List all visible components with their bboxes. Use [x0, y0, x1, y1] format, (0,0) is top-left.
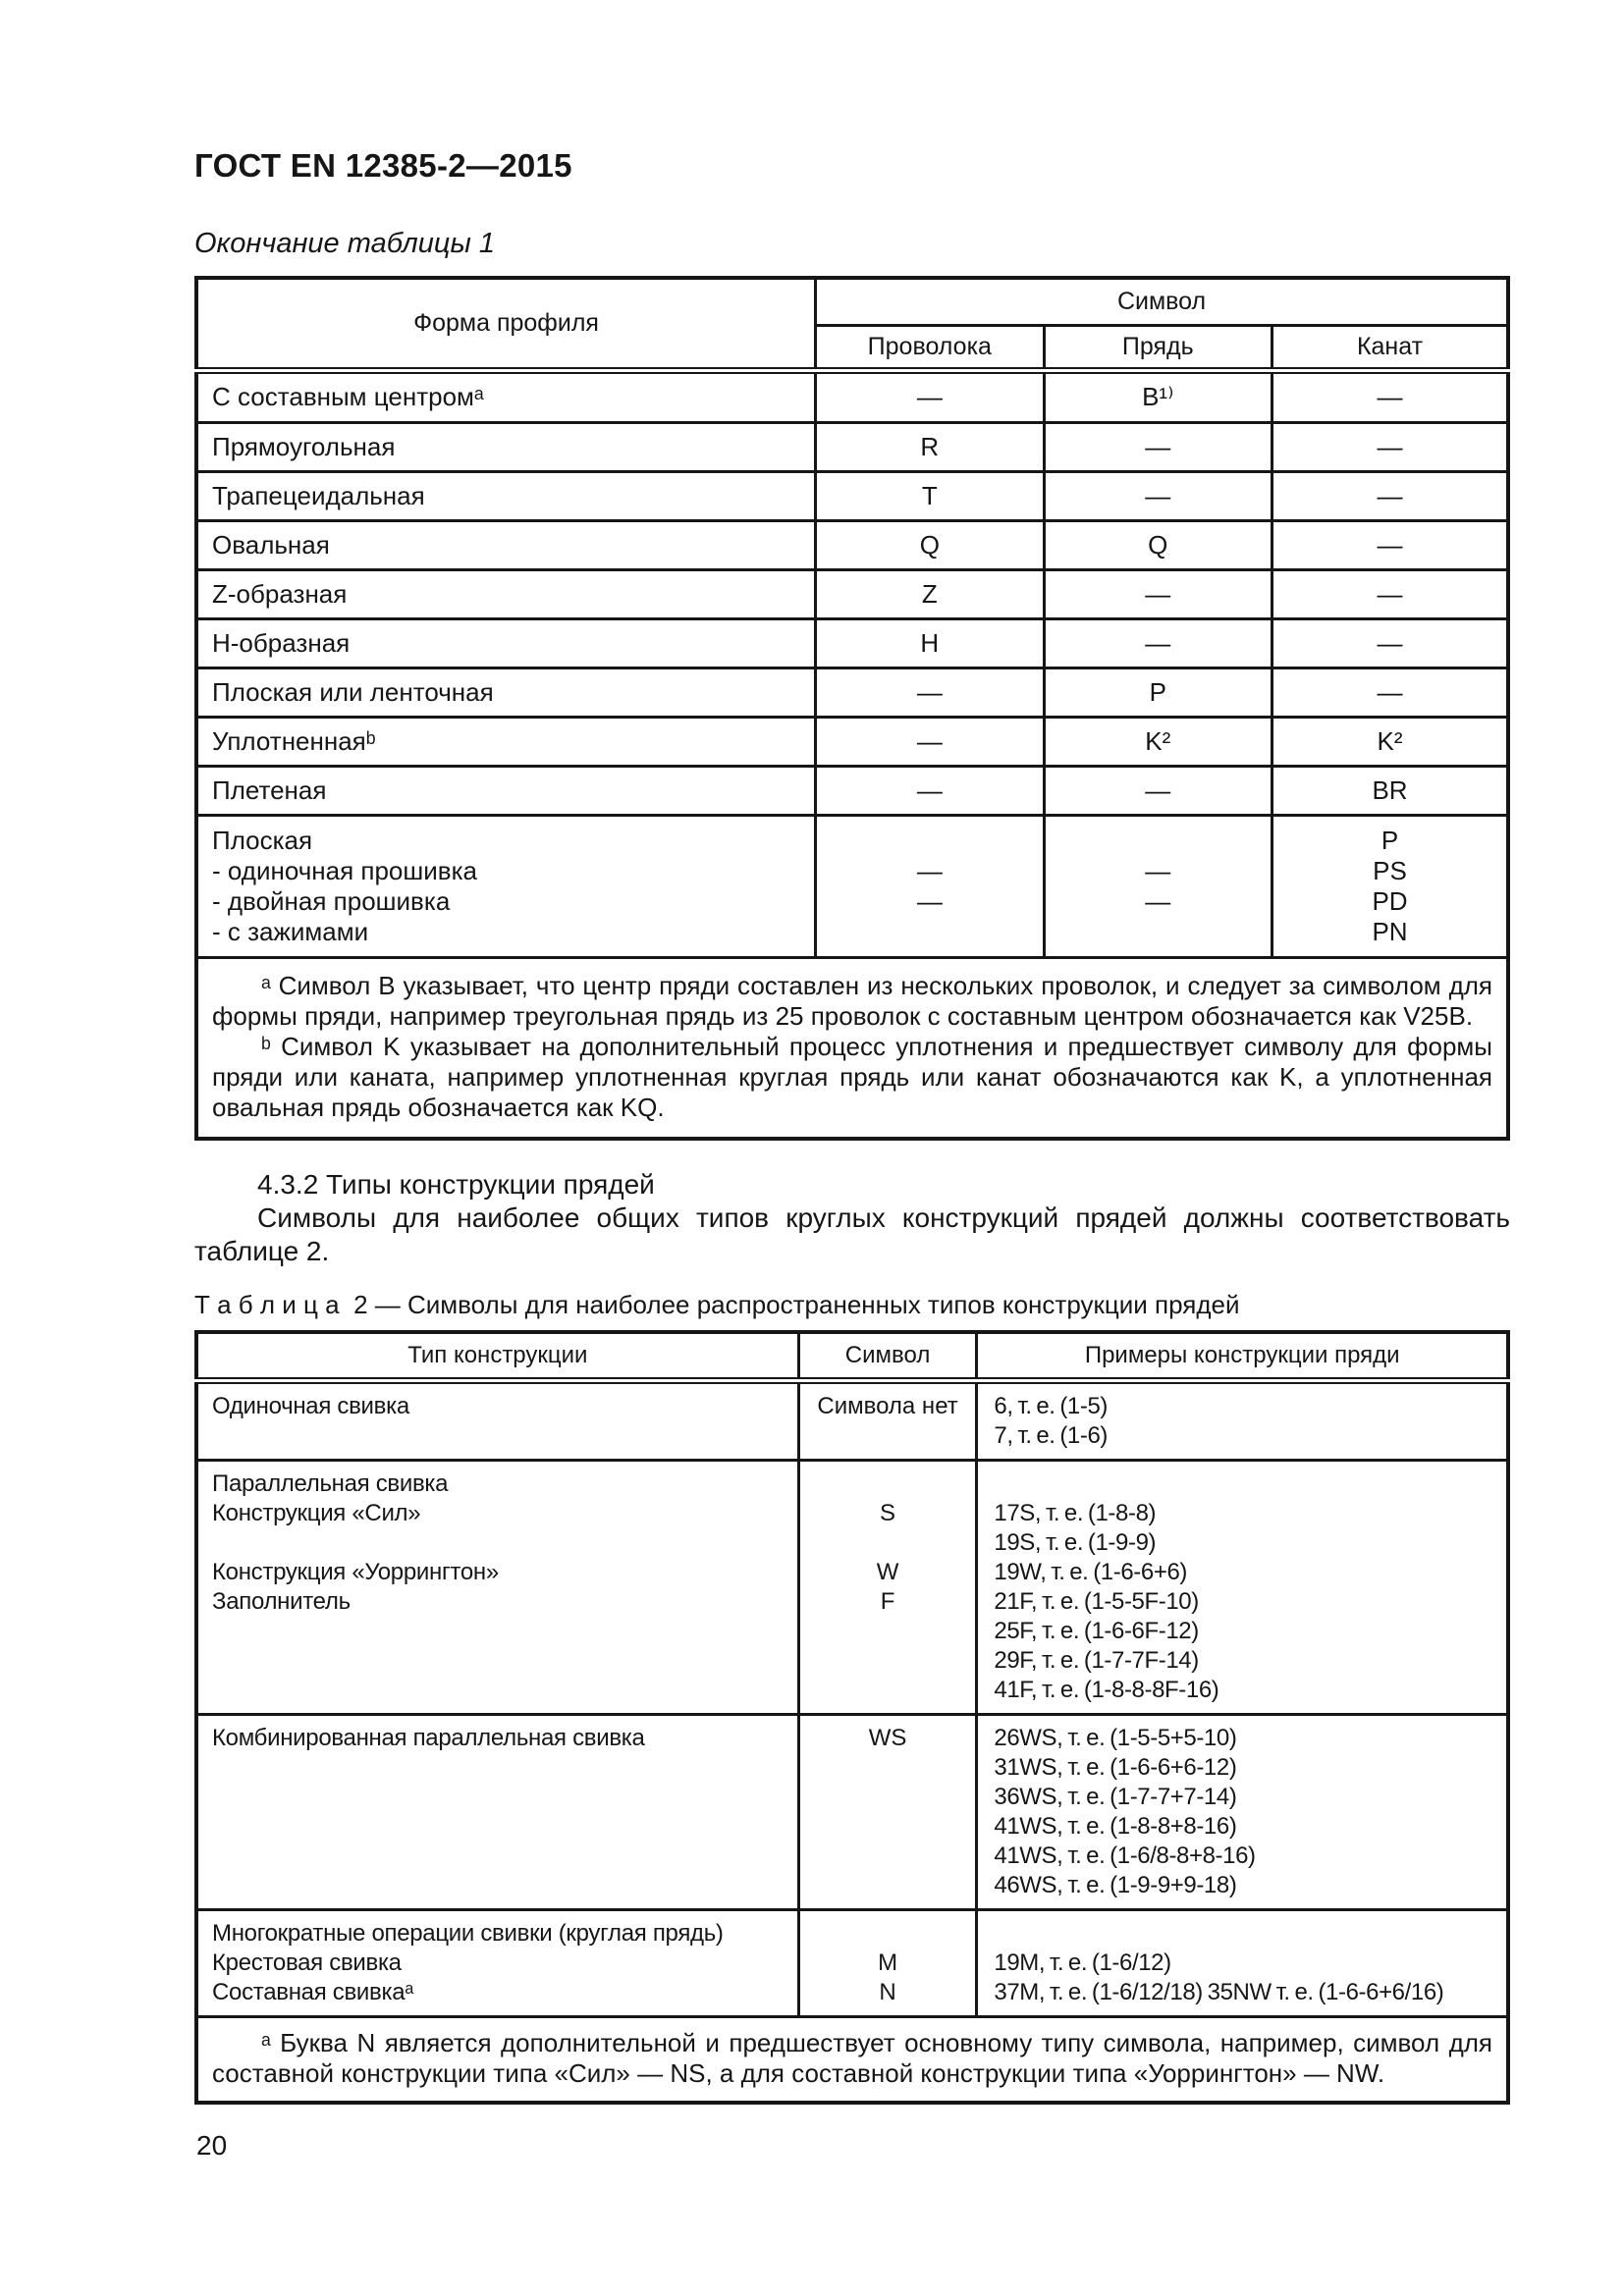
table-row	[196, 766, 1508, 815]
cell-type: Комбинированная параллельная свивка	[196, 1715, 798, 1910]
cell-type: Одиночная свивка	[196, 1381, 798, 1461]
table2-footnote-row	[196, 2017, 1508, 2104]
table-row	[196, 667, 1508, 717]
cell-wire: —	[816, 370, 1044, 422]
cell-wire: —	[816, 667, 1044, 717]
cell-symbol: S W F	[798, 1461, 977, 1715]
page-number: 20	[196, 2130, 228, 2161]
cell-type: Параллельная свивка Конструкция «Сил» Конструкция «Уоррингтон» Заполнитель	[196, 1461, 798, 1715]
cell-form: Трапецеидальная	[196, 471, 816, 520]
cell-rope: —	[1272, 520, 1509, 569]
table1-profile-symbols	[194, 276, 1510, 1141]
table-row	[196, 1910, 1508, 2017]
cell-symbol: M N	[798, 1910, 977, 2017]
cell-examples: 17S, т. е. (1-8-8) 19S, т. е. (1-9-9) 19W, т. е. (1-6-6+6) 21F, т. е. (1-5-5F-10) 25F, т. е. (1-6-6F-12) 29F, т. е. (1-7-7F-14) 41F, т. е. (1-8-8-8F-16)	[977, 1461, 1508, 1715]
table1-header-symbol-group: Символ	[816, 278, 1508, 325]
table2-header-type: Тип конструкции	[196, 1332, 798, 1381]
table-row	[196, 1461, 1508, 1715]
cell-form-lines: Плоская - одиночная прошивка - двойная прошивка - с зажимами	[196, 815, 816, 957]
cell-rope: —	[1272, 471, 1509, 520]
cell-wire: H	[816, 618, 1044, 667]
cell-form: H-образная	[196, 618, 816, 667]
cell-rope: —	[1272, 569, 1509, 618]
cell-form: Овальная	[196, 520, 816, 569]
cell-examples: 19M, т. е. (1-6/12) 37M, т. е. (1-6/12/18) 35NW т. е. (1-6-6+6/16)	[977, 1910, 1508, 2017]
table-row	[196, 520, 1508, 569]
cell-form: С составным центромᵃ	[196, 370, 816, 422]
cell-form: Прямоугольная	[196, 422, 816, 471]
cell-form: Плоская или ленточная	[196, 667, 816, 717]
table1-header-wire: Проволока	[816, 325, 1044, 370]
cell-strand-lines: — —	[1044, 815, 1272, 957]
table1-header-form: Форма профиля	[196, 278, 816, 370]
table2-header-symbol: Символ	[798, 1332, 977, 1381]
cell-type: Многократные операции свивки (круглая прядь) Крестовая свивка Составная свивкаᵃ	[196, 1910, 798, 2017]
cell-strand: K²	[1044, 717, 1272, 766]
table-row	[196, 370, 1508, 422]
table2-header-examples: Примеры конструкции пряди	[977, 1332, 1508, 1381]
cell-rope: —	[1272, 667, 1509, 717]
cell-strand: Q	[1044, 520, 1272, 569]
table-row	[196, 471, 1508, 520]
cell-strand: —	[1044, 422, 1272, 471]
table1-header-rope: Канат	[1272, 325, 1509, 370]
cell-examples: 6, т. е. (1-5) 7, т. е. (1-6)	[977, 1381, 1508, 1461]
cell-rope: —	[1272, 422, 1509, 471]
cell-wire: Q	[816, 520, 1044, 569]
table-row	[196, 717, 1508, 766]
cell-form: Z-образная	[196, 569, 816, 618]
cell-examples: 26WS, т. е. (1-5-5+5-10) 31WS, т. е. (1-6-6+6-12) 36WS, т. е. (1-7-7+7-14) 41WS, т. е. (1-8-8+8-16) 41WS, т. е. (1-6/8-8+8-16) 46WS, т. е. (1-9-9+9-18)	[977, 1715, 1508, 1910]
cell-rope: —	[1272, 618, 1509, 667]
table1-footnotes-cell	[196, 957, 1508, 1139]
table1-header-row	[196, 278, 1508, 325]
table2-header-row	[196, 1332, 1508, 1381]
table1-continuation-label: Окончание таблицы 1	[194, 228, 495, 259]
table-row	[196, 618, 1508, 667]
table2-footnote-cell	[196, 2017, 1508, 2104]
page-title: ГОСТ EN 12385-2—2015	[194, 147, 572, 184]
cell-symbol: Символа нет	[798, 1381, 977, 1461]
cell-strand: —	[1044, 569, 1272, 618]
cell-strand: B¹⁾	[1044, 370, 1272, 422]
cell-rope: BR	[1272, 766, 1509, 815]
cell-wire: R	[816, 422, 1044, 471]
table2-strand-construction	[194, 1330, 1510, 2106]
cell-rope: —	[1272, 370, 1509, 422]
cell-wire: T	[816, 471, 1044, 520]
table1-header-strand: Прядь	[1044, 325, 1272, 370]
cell-strand: —	[1044, 471, 1272, 520]
section-heading: 4.3.2 Типы конструкции прядей	[257, 1168, 655, 1200]
table-row	[196, 422, 1508, 471]
cell-wire-lines: — —	[816, 815, 1044, 957]
table1-footnotes-row	[196, 957, 1508, 1139]
table-row	[196, 569, 1508, 618]
section-paragraph: Символы для наиболее общих типов круглых конструкций прядей должны соответствовать таблице 2.	[194, 1201, 1510, 1266]
cell-strand: —	[1044, 618, 1272, 667]
cell-rope-lines: P PS PD PN	[1272, 815, 1509, 957]
table2-footnote-a: ᵃ Буква N является дополнительной и предшествует основному типу символа, например, символ для составной конструкции типа «Сил» — NS, а для составной конструкции типа «Уоррингтон» — NW.	[212, 2028, 1492, 2088]
cell-symbol: WS	[798, 1715, 977, 1910]
cell-wire: Z	[816, 569, 1044, 618]
table-row	[196, 1715, 1508, 1910]
table2-caption: Т а б л и ц а 2 — Символы для наиболее распространенных типов конструкции прядей	[194, 1289, 1240, 1319]
table1-footnote-b: ᵇ Символ K указывает на дополнительный процесс уплотнения и предшествует символу для формы пряди или каната, например уплотненная круглая прядь или канат обозначаются как K, а уплотненная овальная прядь обозначается как KQ.	[212, 1031, 1492, 1122]
cell-form: Уплотненнаяᵇ	[196, 717, 816, 766]
cell-form: Плетеная	[196, 766, 816, 815]
table-row	[196, 1381, 1508, 1461]
table-row-flat-group	[196, 815, 1508, 957]
cell-wire: —	[816, 717, 1044, 766]
cell-wire: —	[816, 766, 1044, 815]
table1-footnote-a: ᵃ Символ B указывает, что центр пряди составлен из нескольких проволок, и следует за символом для формы пряди, например треугольная прядь из 25 проволок с составным центром обозначается как V25B.	[212, 970, 1492, 1031]
cell-strand: P	[1044, 667, 1272, 717]
cell-strand: —	[1044, 766, 1272, 815]
cell-rope: K²	[1272, 717, 1509, 766]
